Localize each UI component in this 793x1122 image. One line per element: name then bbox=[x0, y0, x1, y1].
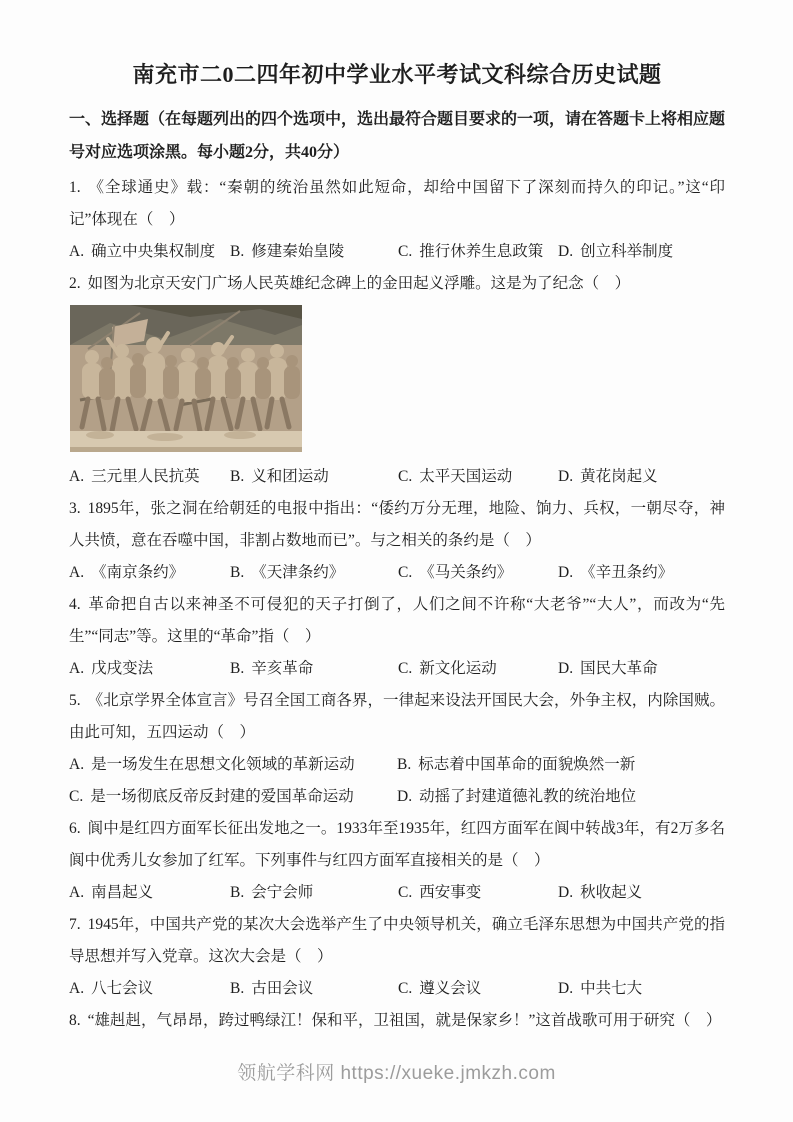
option-d: D. 动摇了封建道德礼教的统治地位 bbox=[397, 788, 637, 805]
option-b: B. 修建秦始皇陵 bbox=[230, 243, 345, 260]
option-c: C. 西安事变 bbox=[398, 884, 482, 901]
question-stem-text: 1945年，中国共产党的某次大会选举产生了中央领导机关，确立毛泽东思想为中国共产党的指导思想并写入党章。这次大会是（ ） bbox=[69, 916, 725, 965]
question-number: 8. bbox=[69, 1012, 81, 1029]
option-d: D. 黄花岗起义 bbox=[558, 468, 658, 485]
question-7-stem bbox=[69, 909, 725, 973]
question-5 bbox=[69, 685, 725, 813]
watermark: 领航学科网 https://xueke.jmkzh.com bbox=[237, 1063, 556, 1084]
option-a: A. 《南京条约》 bbox=[69, 564, 185, 581]
option-b: B. 义和团运动 bbox=[230, 468, 329, 485]
question-6-options bbox=[69, 877, 725, 909]
option-a: A. 八七会议 bbox=[69, 980, 154, 997]
option-c: C. 《马关条约》 bbox=[398, 564, 513, 581]
question-1-options bbox=[69, 236, 725, 268]
question-stem-text: “雄赳赳，气昂昂，跨过鸭绿江！保和平，卫祖国，就是保家乡！”这首战歌可用于研究（ ） bbox=[87, 1012, 722, 1029]
question-7 bbox=[69, 909, 725, 1005]
page-title: 南充市二0二四年初中学业水平考试文科综合历史试题 bbox=[132, 62, 662, 87]
question-number: 1. bbox=[69, 179, 81, 196]
option-d: D. 中共七大 bbox=[558, 980, 643, 997]
question-stem-text: 《全球通史》载：“秦朝的统治虽然如此短命，却给中国留下了深刻而持久的印记。”这“印记”体现在（ ） bbox=[69, 179, 725, 228]
question-5-options bbox=[69, 749, 725, 813]
option-d: D. 国民大革命 bbox=[558, 660, 658, 677]
option-a: A. 三元里人民抗英 bbox=[69, 468, 200, 485]
question-6 bbox=[69, 813, 725, 909]
question-stem-text: 《北京学界全体宣言》号召全国工商各界，一律起来设法开国民大会，外争主权，内除国贼。由此可知，五四运动（ ） bbox=[69, 692, 725, 741]
question-stem-text: 阆中是红四方面军长征出发地之一。1933年至1935年，红四方面军在阆中转战3年，有2万多名阆中优秀儿女参加了红军。下列事件与红四方面军直接相关的是（ ） bbox=[69, 820, 725, 869]
question-4 bbox=[69, 589, 725, 685]
question-number: 6. bbox=[69, 820, 81, 837]
option-b: B. 《天津条约》 bbox=[230, 564, 345, 581]
question-stem-text: 1895年，张之洞在给朝廷的电报中指出：“倭约万分无理，地险、饷力、兵权，一朝尽夺，神人共愤，意在吞噬中国，非割占数地而已”。与之相关的条约是（ ） bbox=[69, 500, 725, 549]
option-c: C. 新文化运动 bbox=[398, 660, 497, 677]
question-5-stem bbox=[69, 685, 725, 749]
question-3-stem bbox=[69, 493, 725, 557]
section-heading: 一、选择题（在每题列出的四个选项中，选出最符合题目要求的一项，请在答题卡上将相应题号对应选项涂黑。每小题2分，共40分） bbox=[69, 111, 726, 161]
option-b: B. 标志着中国革命的面貌焕然一新 bbox=[397, 756, 636, 773]
option-a: A. 是一场发生在思想文化领域的革新运动 bbox=[69, 756, 355, 773]
question-number: 4. bbox=[69, 596, 81, 613]
option-c: C. 太平天国运动 bbox=[398, 468, 513, 485]
exam-content bbox=[69, 58, 725, 1037]
option-a: A. 戊戌变法 bbox=[69, 660, 154, 677]
question-stem-text: 革命把自古以来神圣不可侵犯的天子打倒了，人们之间不许称“大老爷”“大人”，而改为“先生”“同志”等。这里的“革命”指（ ） bbox=[69, 596, 725, 645]
option-b: B. 古田会议 bbox=[230, 980, 314, 997]
option-c: C. 遵义会议 bbox=[398, 980, 482, 997]
question-3 bbox=[69, 493, 725, 589]
question-8 bbox=[69, 1005, 725, 1037]
question-2-stem bbox=[69, 268, 725, 300]
question-2 bbox=[69, 268, 725, 493]
option-b: B. 会宁会师 bbox=[230, 884, 314, 901]
question-number: 5. bbox=[69, 692, 81, 709]
option-d: D. 秋收起义 bbox=[558, 884, 643, 901]
question-4-options bbox=[69, 653, 725, 685]
question-8-stem bbox=[69, 1005, 725, 1037]
option-d: D. 《辛丑条约》 bbox=[558, 564, 674, 581]
question-3-options bbox=[69, 557, 725, 589]
question-1 bbox=[69, 172, 725, 268]
question-1-stem bbox=[69, 172, 725, 236]
question-7-options bbox=[69, 973, 725, 1005]
question-number: 2. bbox=[69, 275, 81, 292]
option-c: C. 是一场彻底反帝反封建的爱国革命运动 bbox=[69, 788, 354, 805]
option-d: D. 创立科举制度 bbox=[558, 243, 674, 260]
option-c: C. 推行休养生息政策 bbox=[398, 243, 544, 260]
question-4-stem bbox=[69, 589, 725, 653]
question-number: 3. bbox=[69, 500, 81, 517]
question-number: 7. bbox=[69, 916, 81, 933]
option-a: A. 确立中央集权制度 bbox=[69, 243, 216, 260]
question-stem-text: 如图为北京天安门广场人民英雄纪念碑上的金田起义浮雕。这是为了纪念（ ） bbox=[87, 275, 631, 292]
question-6-stem bbox=[69, 813, 725, 877]
jintian-uprising-relief-image bbox=[70, 305, 302, 452]
option-a: A. 南昌起义 bbox=[69, 884, 154, 901]
question-2-options bbox=[69, 461, 725, 493]
option-b: B. 辛亥革命 bbox=[230, 660, 314, 677]
